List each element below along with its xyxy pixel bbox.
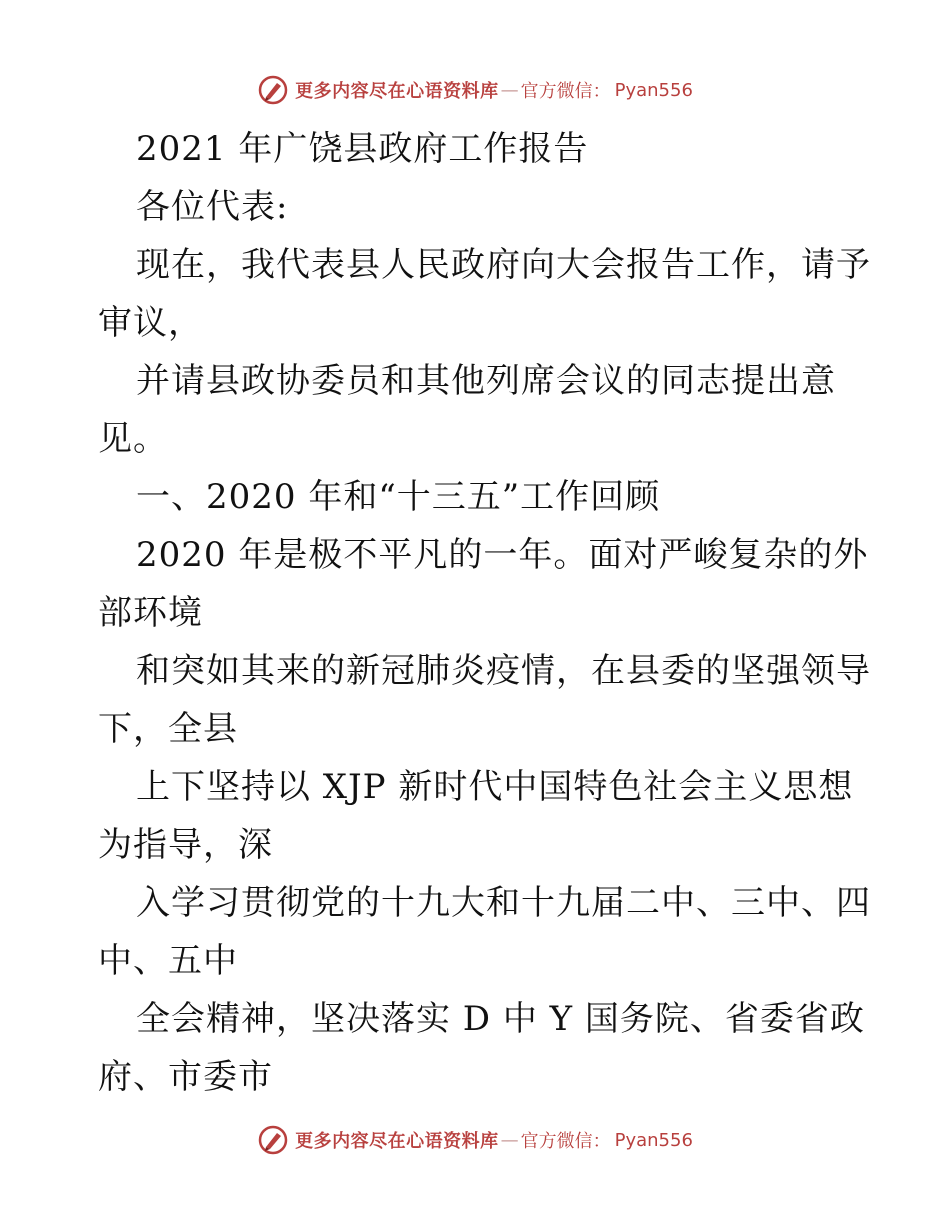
document-body — [98, 120, 871, 1106]
text-line: 府、市委市 — [98, 1057, 273, 1097]
watermark-header — [0, 70, 950, 110]
text-line: 入学习贯彻党的十九大和十九届二中、三中、四 — [136, 883, 871, 923]
text-line: 现在，我代表县人民政府向大会报告工作，请予 — [136, 245, 871, 285]
watermark-dash: — — [500, 1129, 519, 1151]
text-line: 下，全县 — [98, 709, 238, 749]
watermark-brand: 更多内容尽在心语资料库 — [295, 1131, 499, 1152]
document-title: 2021 年广饶县政府工作报告 — [136, 129, 589, 169]
text-line: 2020 年是极不平凡的一年。面对严峻复杂的外 — [136, 535, 869, 575]
watermark-footer — [0, 1120, 950, 1160]
text-line: 和突如其来的新冠肺炎疫情，在县委的坚强领导 — [136, 651, 871, 691]
text-line: 中、五中 — [98, 941, 238, 981]
pen-circle-logo-icon — [257, 1124, 289, 1156]
watermark-separator: ： — [592, 1131, 611, 1152]
text-line: 部环境 — [98, 593, 203, 633]
watermark-brand: 更多内容尽在心语资料库 — [295, 81, 499, 102]
watermark-wechat-id: Pyan556 — [614, 79, 693, 101]
text-line: 上下坚持以 XJP 新时代中国特色社会主义思想 — [136, 767, 854, 807]
text-line: 并请县政协委员和其他列席会议的同志提出意 — [136, 361, 836, 401]
text-line: 见。 — [98, 419, 168, 459]
text-line: 全会精神，坚决落实 D 中 Y 国务院、省委省政 — [136, 999, 865, 1039]
watermark-official: 官方微信 — [520, 1131, 593, 1152]
watermark-separator: ： — [592, 81, 611, 102]
text-line: 为指导，深 — [98, 825, 273, 865]
watermark-dash: — — [500, 79, 519, 101]
text-line: 各位代表: — [136, 187, 289, 227]
text-line: 审议， — [98, 303, 203, 343]
pen-circle-logo-icon — [257, 74, 289, 106]
section-heading: 一、2020 年和“十三五”工作回顾 — [136, 477, 661, 517]
watermark-wechat-id: Pyan556 — [614, 1129, 693, 1151]
watermark-official: 官方微信 — [520, 81, 593, 102]
